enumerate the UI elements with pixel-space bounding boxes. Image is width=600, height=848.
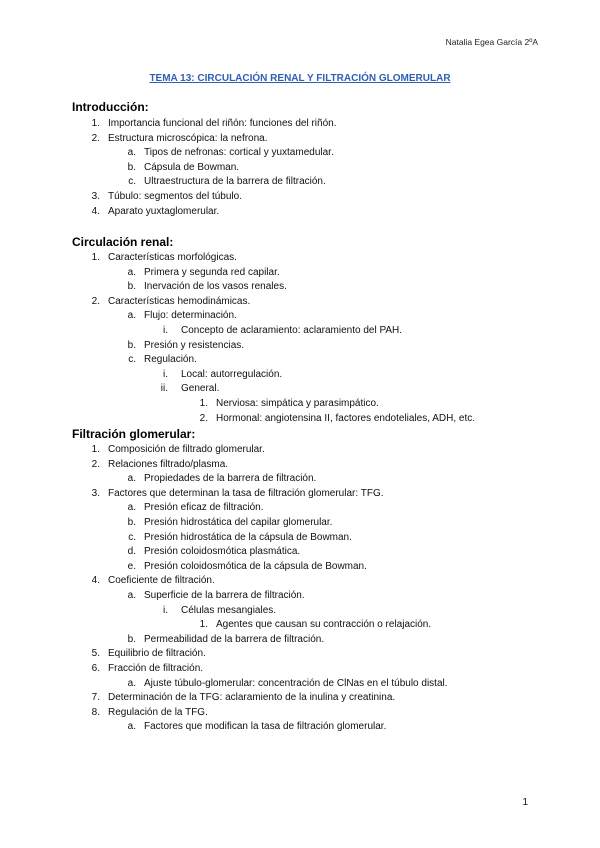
list-item: Cápsula de Bowman. <box>144 161 240 173</box>
list-item: General. <box>181 383 220 395</box>
list-item: Túbulo: segmentos del túbulo. <box>108 191 242 202</box>
list-item: Regulación de la TFG. <box>108 706 208 718</box>
list-marker: 2. <box>199 412 208 424</box>
page-number: 1 <box>522 797 528 808</box>
list-marker: i. <box>163 368 168 380</box>
list-marker: a. <box>127 473 136 485</box>
list-item: Aparato yuxtaglomerular. <box>108 205 220 217</box>
list-marker: 1. <box>199 619 208 631</box>
list-marker: b. <box>127 161 136 173</box>
list-marker: a. <box>127 721 136 733</box>
list-item: Estructura microscópica: la nefrona. <box>108 132 268 144</box>
document-title: TEMA 13: CIRCULACIÓN RENAL Y FILTRACIÓN GLOMERULAR <box>149 73 451 84</box>
list-marker: b. <box>127 339 136 351</box>
list-marker: a. <box>127 677 136 689</box>
list-item: Presión y resistencias. <box>144 339 245 351</box>
list-item: Tipos de nefronas: cortical y yuxtamedular. <box>144 147 334 159</box>
list-marker: 5. <box>91 648 100 660</box>
list-marker: 4. <box>91 205 100 217</box>
list-item: Local: autorregulación. <box>181 368 283 380</box>
list-marker: a. <box>127 502 136 514</box>
list-item: Permeabilidad de la barrera de filtración. <box>144 633 325 645</box>
list-item: Presión hidrostática del capilar glomerular. <box>144 517 333 528</box>
list-marker: 2. <box>91 458 100 470</box>
list-item: Primera y segunda red capilar. <box>144 266 280 278</box>
list-item: Características hemodinámicas. <box>108 295 251 307</box>
list-item: Composición de filtrado glomerular. <box>108 444 265 455</box>
list-marker: i. <box>163 325 168 336</box>
list-item: Ultraestructura de la barrera de filtración. <box>144 176 326 188</box>
list-item: Presión eficaz de filtración. <box>144 502 264 514</box>
list-item: Concepto de aclaramiento: aclaramiento del PAH. <box>181 325 403 336</box>
list-marker: ii. <box>160 383 168 395</box>
list-marker: a. <box>127 266 136 278</box>
section-heading: Filtración glomerular: <box>72 427 196 441</box>
list-marker: 3. <box>91 487 100 499</box>
list-item: Presión hidrostática de la cápsula de Bowman. <box>144 531 352 543</box>
list-item: Células mesangiales. <box>181 604 277 616</box>
list-item: Factores que determinan la tasa de filtración glomerular: TFG. <box>108 487 384 499</box>
list-item: Ajuste túbulo-glomerular: concentración de ClNas en el túbulo distal. <box>144 677 448 689</box>
section-heading: Introducción: <box>72 100 149 114</box>
list-marker: 2. <box>91 295 100 307</box>
list-marker: i. <box>163 604 168 616</box>
list-marker: a. <box>127 147 136 159</box>
list-item: Presión coloidosmótica plasmática. <box>144 546 301 558</box>
list-marker: e. <box>127 560 136 572</box>
list-item: Inervación de los vasos renales. <box>144 281 287 293</box>
list-marker: 6. <box>91 663 100 674</box>
section-heading: Circulación renal: <box>72 235 174 249</box>
list-item: Determinación de la TFG: aclaramiento de la inulina y creatinina. <box>108 692 396 704</box>
list-marker: b. <box>127 281 136 293</box>
list-marker: 1. <box>91 118 100 129</box>
list-marker: c. <box>128 176 136 188</box>
list-marker: 8. <box>91 706 100 718</box>
list-marker: 2. <box>91 132 100 144</box>
list-marker: 7. <box>91 692 100 704</box>
list-marker: c. <box>128 354 136 366</box>
header-author: Natalia Egea García 2ºA <box>445 37 538 47</box>
list-marker: 4. <box>91 575 100 587</box>
list-item: Hormonal: angiotensina II, factores endoteliales, ADH, etc. <box>216 412 476 424</box>
list-item: Factores que modifican la tasa de filtración glomerular. <box>144 721 387 733</box>
list-item: Agentes que causan su contracción o relajación. <box>216 619 432 631</box>
list-marker: c. <box>128 531 136 543</box>
list-marker: a. <box>127 590 136 601</box>
list-marker: 3. <box>91 191 100 202</box>
list-item: Flujo: determinación. <box>144 310 237 322</box>
list-item: Nerviosa: simpática y parasimpático. <box>216 398 379 409</box>
list-marker: a. <box>127 310 136 322</box>
list-item: Características morfológicas. <box>108 252 237 263</box>
list-marker: d. <box>127 546 136 558</box>
list-item: Presión coloidosmótica de la cápsula de Bowman. <box>144 560 367 572</box>
list-item: Fracción de filtración. <box>108 663 204 674</box>
list-item: Equilibrio de filtración. <box>108 648 206 660</box>
list-item: Superficie de la barrera de filtración. <box>144 590 305 601</box>
list-marker: 1. <box>91 444 100 455</box>
list-marker: b. <box>127 517 136 528</box>
list-item: Propiedades de la barrera de filtración. <box>144 473 317 485</box>
list-marker: b. <box>127 633 136 645</box>
list-marker: 1. <box>91 252 100 263</box>
list-item: Relaciones filtrado/plasma. <box>108 458 229 470</box>
list-marker: 1. <box>199 398 208 409</box>
list-item: Importancia funcional del riñón: funciones del riñón. <box>108 118 337 129</box>
list-item: Coeficiente de filtración. <box>108 575 215 587</box>
list-item: Regulación. <box>144 354 197 366</box>
